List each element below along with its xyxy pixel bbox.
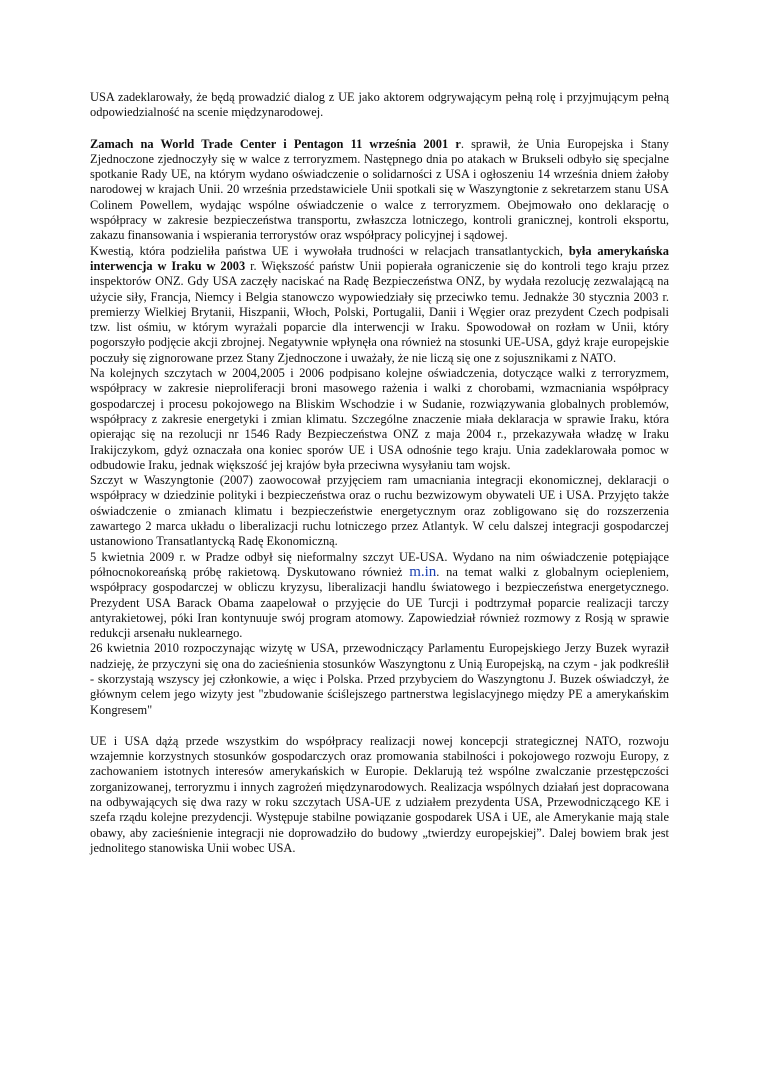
heading-wtc-attack: Zamach na World Trade Center i Pentagon 11 września 2001 r [90,136,461,151]
paragraph-iraq-intro: Kwestią, która podzieliła państwa UE i wywołała trudności w relacjach transatlantyckich, [90,243,569,258]
paragraph-wtc-attack [90,137,669,244]
document-page [90,90,669,856]
min-link[interactable]: m.in [409,563,437,580]
paragraph-nato-cooperation: UE i USA dążą przede wszystkim do współpracy realizacji nowej koncepcji strategicznej NATO, rozwoju wzajemnie korzystnych stosunków gospodarczych oraz promowania stabilności i pokojowego rozwoju Europy, z zachowaniem istotnych interesów amerykańskich w Europie. Deklarują też wspólne zwalczanie przestępczości zorganizowanej, terroryzmu i innych zagrożeń międzynarodowych. Realizacja wspólnych działań jest dopracowana na odbywających się dwa razy w roku szczytach USA-UE z udziałem prezydenta USA, Przewodniczącego KE i szefa rządu kolejne prezydencji. Występuje stabilne powiązanie gospodarek USA i UE, ale Amerykanie mają stale obawy, aby zacieśnienie integracji nie doprowadziło do budowy „twierdzy europejskiej”. Dalej bowiem brak jest jednolitego stanowiska Unii wobec USA. [90,733,669,855]
paragraph-summits-2004-2006: Na kolejnych szczytach w 2004,2005 i 2006 podpisano kolejne oświadczenia, dotyczące walki z terroryzmem, współpracy w zakresie nieproliferacji broni masowego rażenia i walki z chorobami, wzmacniania współpracy gospodarczej i procesu pokojowego na Bliskim Wschodzie i w Sudanie, rozwiązywania globalnych problemów, współpracy z zakresie energetyki i zmian klimatu. Szczególne znaczenie miała deklaracja w sprawie Iraku, która opierając się na rezolucji nr 1546 Rady Bezpieczeństwa ONZ z maja 2004 r., przekazywała władzę w Iraku Irakijczykom, gdyż oznaczała ona koniec sporów UE i USA odnośnie tego kraju. Unia zadeklarowała pomoc w odbudowie Iraku, jednak większość jej krajów była przeciwna wysyłaniu tam wojsk. [90,366,669,472]
paragraph-buzek-visit: 26 kwietnia 2010 rozpoczynając wizytę w USA, przewodniczący Parlamentu Europejskiego Jerzy Buzek wyraził nadzieję, że przyczyni się ona do zacieśnienia stosunków Waszyngtonu z Unią Europejską, na czym - jak podkreślił - skorzystają wszyscy jej członkowie, a więc i Polska. Przed przybyciem do Waszyngtonu J. Buzek oświadczył, że głównym celem jego wizyty jest "zbudowanie ściślejszego partnerstwa legislacyjnego między PE a amerykańskim Kongresem" [90,641,669,717]
paragraph-iraq-body: r. Większość państw Unii popierała ograniczenie się do kontroli tego kraju przez inspektorów ONZ. Gdy USA zaczęły naciskać na Radę Bezpieczeństwa ONZ, by wydała rezolucję zezwalającą na użycie siły, Francja, Niemcy i Belgia stanowczo wypowiedziały się przeciwko temu. Jednakże 30 stycznia 2003 r. premierzy Wielkiej Brytanii, Hiszpanii, Włoch, Polski, Portugalii, Danii i Węgier oraz prezydent Czech podpisali tzw. list ośmiu, w którym wyrażali poparcie dla interwencji w Iraku. Spowodował on rozłam w Unii, który pogorszyło podjęcie akcji zbrojnej. Negatywnie wpłynęła ona również na stosunki UE-USA, gdyż kraje europejskie poczuły się zignorowane przez Stany Zjednoczone i uważały, że nie liczą się one z sojusznikami z NATO. [90,258,669,365]
paragraph-usa-dialog: USA zadeklarowały, że będą prowadzić dialog z UE jako aktorem odgrywającym pełną rolę i przyjmującym pełną odpowiedzialność na scenie międzynarodowej. [90,90,669,120]
paragraph-washington-2007: Szczyt w Waszyngtonie (2007) zaowocował przyjęciem ram umacniania integracji ekonomicznej, deklaracji o współpracy w dziedzinie polityki i bezpieczeństwa oraz o ruchu bezwizowym obywateli UE i USA. Przyjęto także oświadczenie o zmianach klimatu i bezpieczeństwie energetycznym oraz zobligowano się do rozszerzenia zawartego 2 marca układu o liberalizacji ruchu lotniczego przez Atlantyk. W celu dalszej integracji gospodarczej ustanowiono Transatlantycką Radę Ekonomiczną. [90,473,669,549]
paragraph-gap [90,718,669,734]
paragraph-iraq-intervention [90,244,669,366]
paragraph-prague-2009 [90,550,669,642]
paragraph-wtc-body: . sprawił, że Unia Europejska i Stany Zjednoczone zjednoczyły się w walce z terroryzmem. Następnego dnia po atakach w Brukseli odbyło się specjalne spotkanie Rady UE, na którym wydano oświadczenie o solidarności z USA i ogłoszeniu 14 września dniem żałoby narodowej w krajach Unii. 20 września przedstawiciele Unii spotkali się w Waszyngtonie z sekretarzem stanu USA Colinem Powellem, wydając wspólne oświadczenie o walce z terroryzmem. Obejmowało ono deklarację o współpracy w zakresie bezpieczeństwa transportu, zwłaszcza lotniczego, kontroli granicznej, kontroli eksportu, zakazu finansowania i wspierania terrorystów oraz współpracy policyjnej i sądowej. [90,136,669,243]
heading-iraq-intervention: była amerykańska interwencja w Iraku w 2003 [90,243,670,273]
paragraph-prague-body: . na temat walki z globalnym ociepleniem, współpracy gospodarczej w obliczu kryzysu, liberalizacji handlu światowego i bezpieczeństwa energetycznego. Prezydent USA Barack Obama zaapelował o przyjęcie do UE Turcji i podtrzymał poparcie realizacji tarczy antyrakietowej, póki Iran kontynuuje swój program atomowy. Zapowiedział również rozmowy z Rosją w sprawie redukcji arsenału nuklearnego. [90,564,669,641]
paragraph-gap [90,121,669,137]
paragraph-prague-intro: 5 kwietnia 2009 r. w Pradze odbył się nieformalny szczyt UE-USA. Wydano na nim oświadczenie potępiające północnokoreańską próbę rakietową. Dyskutowano również [90,549,669,579]
